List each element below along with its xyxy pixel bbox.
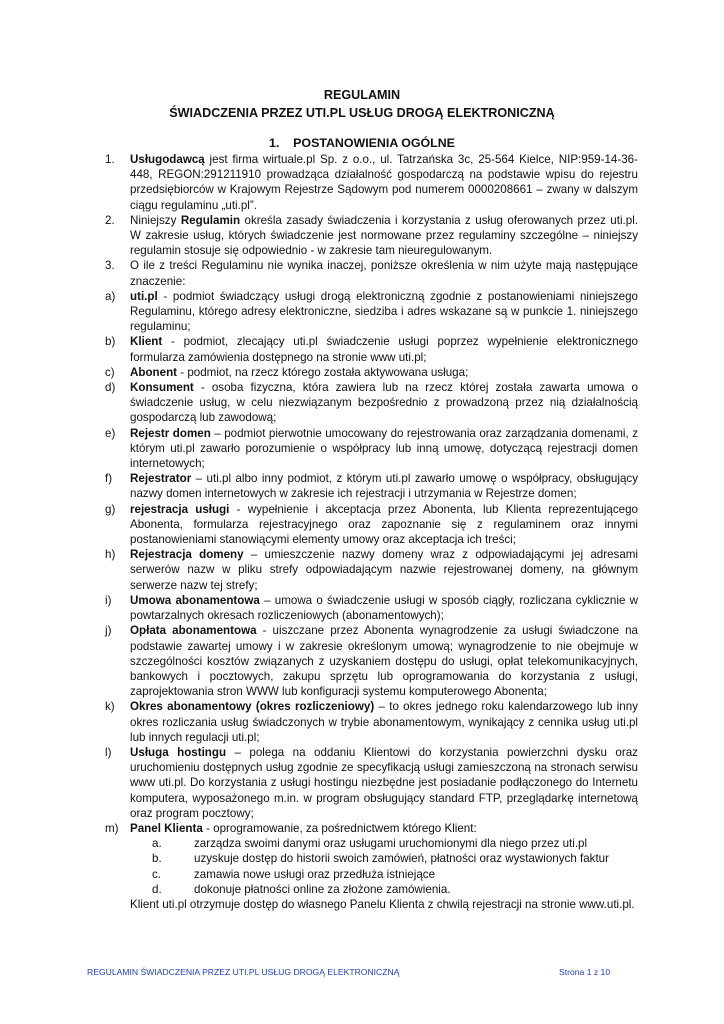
item-text: – uti.pl albo inny podmiot, z którym uti.pl zawarło umowę o współpracy, obsługujący nazwy domen internetowych w zakresie ich rejestracji i utrzymania w Rejestrze domen; xyxy=(130,472,638,501)
item-term: Konsument xyxy=(130,381,194,395)
list-item xyxy=(105,593,638,623)
item-term: Usługa hostingu xyxy=(130,745,227,759)
item-prefix: Niniejszy xyxy=(130,213,181,227)
item-text: - oprogramowanie, za pośrednictwem którego Klient: xyxy=(202,821,477,835)
item-text: - podmiot, na rzecz którego została aktywowana usługa; xyxy=(177,365,469,379)
list-item xyxy=(105,547,638,593)
list-item xyxy=(105,334,638,364)
item-marker: i) xyxy=(105,593,112,607)
closing-note: Klient uti.pl otrzymuje dostęp do własnego Panelu Klienta z chwilą rejestracji na stronie www.uti.pl. xyxy=(130,897,635,911)
item-term: Panel Klienta xyxy=(130,821,203,835)
item-term: Klient xyxy=(130,335,163,349)
list-item xyxy=(105,213,638,259)
item-marker: a) xyxy=(105,289,116,303)
item-marker: j) xyxy=(105,624,112,638)
item-term: Rejestr domen xyxy=(130,426,211,440)
list-item xyxy=(105,289,638,335)
item-marker: e) xyxy=(105,426,116,440)
footer-title: REGULAMIN ŚWIADCZENIA PRZEZ UTI.PL USŁUG DROGĄ ELEKTRONICZNĄ xyxy=(87,967,400,977)
section-heading xyxy=(0,136,724,150)
list-item xyxy=(105,365,638,380)
item-text: – polega na oddaniu Klientowi do korzystania powierzchni dysku oraz uruchomieniu dostępnych usług zgodnie ze specyfikacją usługi zamieszczoną na stronach serwisu www uti.pl. Do korzystania z usługi hostingu niezbędne jest posiadanie podłączonego do Internetu komputera, wyposażonego m.in. w program obsługujący standard FTP, przeglądarkę internetową oraz program pocztowy; xyxy=(130,745,638,820)
item-term: Okres abonamentowy (okres rozliczeniowy) xyxy=(130,700,375,714)
list-item xyxy=(105,745,638,821)
item-marker: f) xyxy=(105,472,113,486)
item-marker: g) xyxy=(105,502,116,516)
item-term: Abonent xyxy=(130,365,178,379)
list-item xyxy=(105,258,638,288)
document-subtitle: ŚWIADCZENIA PRZEZ UTI.PL USŁUG DROGĄ ELEKTRONICZNĄ xyxy=(169,106,555,120)
item-marker: 1. xyxy=(105,153,115,166)
list-item xyxy=(105,471,638,501)
item-text: – to okres jednego roku kalendarzowego lub inny okres rozliczania usług świadczonych w trybie abonamentowym, wynikający z cennika usług uti.pl lub innych regulacji uti.pl; xyxy=(130,700,638,744)
item-marker: k) xyxy=(105,700,115,714)
item-term: Usługodawcą xyxy=(130,153,205,166)
sub-item-text: zamawia nowe usługi oraz przedłuża istniejące xyxy=(194,867,436,881)
item-marker: b) xyxy=(105,335,116,349)
list-item xyxy=(105,426,638,472)
item-term: Umowa abonamentowa xyxy=(130,593,260,607)
item-text: – umowa o świadczenie usługi w sposób ciągły, rozliczana cyklicznie w powtarzalnych okresach rozliczeniowych (abonamentowych); xyxy=(130,593,638,623)
item-term: Opłata abonamentowa xyxy=(130,624,257,638)
document-title: REGULAMIN xyxy=(323,88,401,102)
item-term: uti.pl xyxy=(130,289,158,303)
sub-item-marker: d. xyxy=(152,882,162,896)
regulations-list xyxy=(105,152,638,912)
item-marker: l) xyxy=(105,745,112,759)
sub-item-text: dokonuje płatności online za złożone zamówienia. xyxy=(194,882,451,896)
list-item xyxy=(105,502,638,548)
item-marker: m) xyxy=(105,821,119,835)
section-number: 1. xyxy=(269,136,280,150)
item-text: – podmiot pierwotnie umocowany do rejestrowania oraz zarządzania domenami, z którym uti.pl zawarło porozumienie o współpracy lub inną umowę, dotyczącą rejestracji domen internetowych; xyxy=(130,426,638,471)
sub-list-item xyxy=(105,867,638,882)
item-marker: d) xyxy=(105,381,116,395)
item-term: Rejestrator xyxy=(130,472,192,486)
item-text: - podmiot świadczący usługi drogą elektroniczną zgodnie z postanowieniami niniejszego Regulaminu, którego adresy elektroniczne, siedziba i adres wskazane są w punkcie 1. niniejszego regulaminu; xyxy=(130,289,638,334)
item-text: - podmiot, zlecający uti.pl świadczenie usługi poprzez wypełnienie elektronicznego formularza zamówienia dostępnego na stronie www uti.pl; xyxy=(130,335,638,364)
sub-list-item xyxy=(105,882,638,897)
item-marker: 2. xyxy=(105,213,115,227)
section-title: POSTANOWIENIA OGÓLNE xyxy=(293,136,455,150)
item-text: O ile z treści Regulaminu nie wynika inaczej, poniższe określenia w nim użyte mają następujące znaczenie: xyxy=(130,259,638,288)
item-text: - wypełnienie i akceptacja przez Abonenta, lub Klienta reprezentującego Abonenta, formularza rejestracyjnego oraz zapoznanie się z regulaminem oraz innymi postanowieniami stanowiącymi elementy umowy oraz akceptacja ich treści; xyxy=(130,502,638,547)
list-item xyxy=(105,623,638,699)
sub-item-text: uzyskuje dostęp do historii swoich zamówień, płatności oraz wystawionych faktur xyxy=(194,852,609,866)
sub-list-item xyxy=(105,851,638,866)
list-item xyxy=(105,699,638,745)
item-text: – umieszczenie nazwy domeny wraz z odpowiadającymi jej adresami serwerów nazw w pliku strefy odpowiadającym nazwie rejestrowanej domeny, na głównym serwerze nazw tej strefy; xyxy=(130,548,639,592)
item-term: Regulamin xyxy=(180,213,241,227)
item-text: jest firma wirtuale.pl Sp. z o.o., ul. Tatrzańska 3c, 25-564 Kielce, NIP:959-14-36-448, REGON:291211910 prowadząca działalność gospodarczą na podstawie wpisu do rejestru przedsiębiorców w Krajowym Rejestrze Sądowym pod numerem 0000208661 – zwany w dalszym ciągu regulaminu „uti.pl”. xyxy=(130,153,638,212)
item-marker: h) xyxy=(105,548,116,562)
sub-list-item xyxy=(105,836,638,851)
sub-item-marker: c. xyxy=(152,867,162,881)
item-marker: 3. xyxy=(105,259,115,273)
page-number: Strona 1 z 10 xyxy=(559,967,611,977)
item-marker: c) xyxy=(105,365,115,379)
sub-item-marker: b. xyxy=(152,852,162,866)
sub-item-marker: a. xyxy=(152,837,162,851)
list-item xyxy=(105,821,638,836)
item-term: Rejestracja domeny xyxy=(130,548,244,562)
item-term: rejestracja usługi xyxy=(130,502,230,516)
item-text: - uiszczane przez Abonenta wynagrodzenie za usługi świadczone na podstawie zawartej umowy i w zakresie określonym umową; wynagrodzenie to nie obejmuje w szczególności kosztów związanych z uzyskaniem dostępu do usługi, opłat telekomunikacyjnych, bankowych i pocztowych, zakupu sprzętu lub oprogramowania do korzystania z usługi, zaprojektowania stron WWW lub konfiguracji systemu komputerowego Abonenta; xyxy=(130,624,638,699)
item-text: - osoba fizyczna, która zawiera lub na rzecz której została zawarta umowa o świadczenie usług, w celu niezwiązanym bezpośrednio z prowadzoną przez nią działalnością gospodarczą lub zawodową; xyxy=(130,381,638,425)
list-item xyxy=(105,380,638,426)
list-item xyxy=(105,152,638,213)
item-text: określa zasady świadczenia i korzystania z usług oferowanych przez uti.pl. W zakresie usług, których świadczenie jest normowane przez regulaminy szczególne – niniejszy regulamin stosuje się odpowiednio - w zakresie tam nieuregulowanym. xyxy=(130,213,639,258)
sub-item-text: zarządza swoimi danymi oraz usługami uruchomionymi dla niego przez uti.pl xyxy=(194,837,588,851)
